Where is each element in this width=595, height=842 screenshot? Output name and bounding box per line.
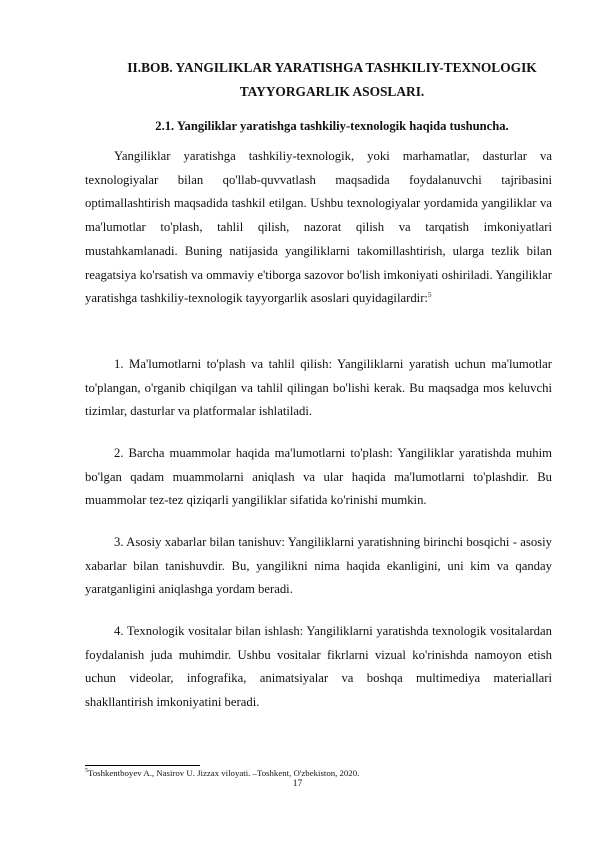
footnote-number: 5 bbox=[85, 768, 88, 775]
section-title: 2.1. Yangiliklar yaratishga tashkiliy-texnologik haqida tushuncha. bbox=[155, 119, 509, 133]
paragraph-item-1: 1. Ma'lumotlarni to'plash va tahlil qilish: Yangiliklarni yaratish uchun ma'lumotlar to'plangan, o'rganib chiqilgan va tahlil qilingan bo'lishi kerak. Bu maqsadga mos keluvchi tizimlar, dasturlar va platformalar ishlatiladi. bbox=[85, 357, 552, 419]
footnote-divider bbox=[85, 765, 200, 766]
page-number: 17 bbox=[292, 779, 303, 789]
paragraph-text: Yangiliklar yaratishga tashkiliy-texnologik, yoki marhamatlar, dasturlar va texnologiyalar bilan qo'llab-quvvatlash maqsadida foydalanuvchi tajribasini optimallashtirish maqsadida tashkil etilgan. Ushbu texnologiyalar yordamida yangiliklar va ma'lumotlar to'plash, tahlil qilish, nazorat qilish va tarqatish imkoniyatlari mustahkamlanadi. Buning natijasida yangiliklarni takomillashtirish, ularga tezlik bilan reagatsiya ko'rsatish va ommaviy e'tiborga sazovor bo'lish imkoniyati oshiriladi. Yangiliklar yaratishga tashkiliy-texnologik tayyorgarlik asoslari quyidagilardir: bbox=[85, 149, 552, 306]
footnote bbox=[85, 768, 552, 779]
paragraph-item-4: 4. Texnologik vositalar bilan ishlash: Yangiliklarni yaratishda texnologik vositalardan foydalanish juda muhimdir. Ushbu vositalar fikrlarni vizual ko'rinishda namoyon etish uchun videolar, infografika, animatsiyalar va boshqa multimediya materiallari shakllantirish imkoniyatini beradi. bbox=[85, 624, 552, 710]
paragraph-item-3: 3. Asosiy xabarlar bilan tanishuv: Yangiliklarni yaratishning birinchi bosqichi - asosiy xabarlar bilan tanishuvdir. Bu, yangilikni nima haqida ekanligini, uni kim va qanday yaratganligini aniqlashga yordam beradi. bbox=[85, 535, 552, 597]
paragraph-intro bbox=[85, 145, 552, 311]
footnote-reference[interactable]: 5 bbox=[427, 290, 432, 299]
chapter-title: II.BOB. YANGILIKLAR YARATISHGA TASHKILIY-TEXNOLOGIK TAYYORGARLIK ASOSLARI. bbox=[127, 60, 537, 99]
footnote-text: Toshkentboyev A., Nasirov U. Jizzax viloyati. –Toshkent, O'zbekiston, 2020. bbox=[88, 768, 360, 778]
paragraph-item-2: 2. Barcha muammolar haqida ma'lumotlarni to'plash: Yangiliklar yaratishda muhim bo'lgan qadam muammolarni aniqlash va ular haqida ma'lumotlarni to'plashdir. Bu muammolar tez-tez qiziqarli yangiliklar sifatida ko'rinishi mumkin. bbox=[85, 446, 552, 508]
